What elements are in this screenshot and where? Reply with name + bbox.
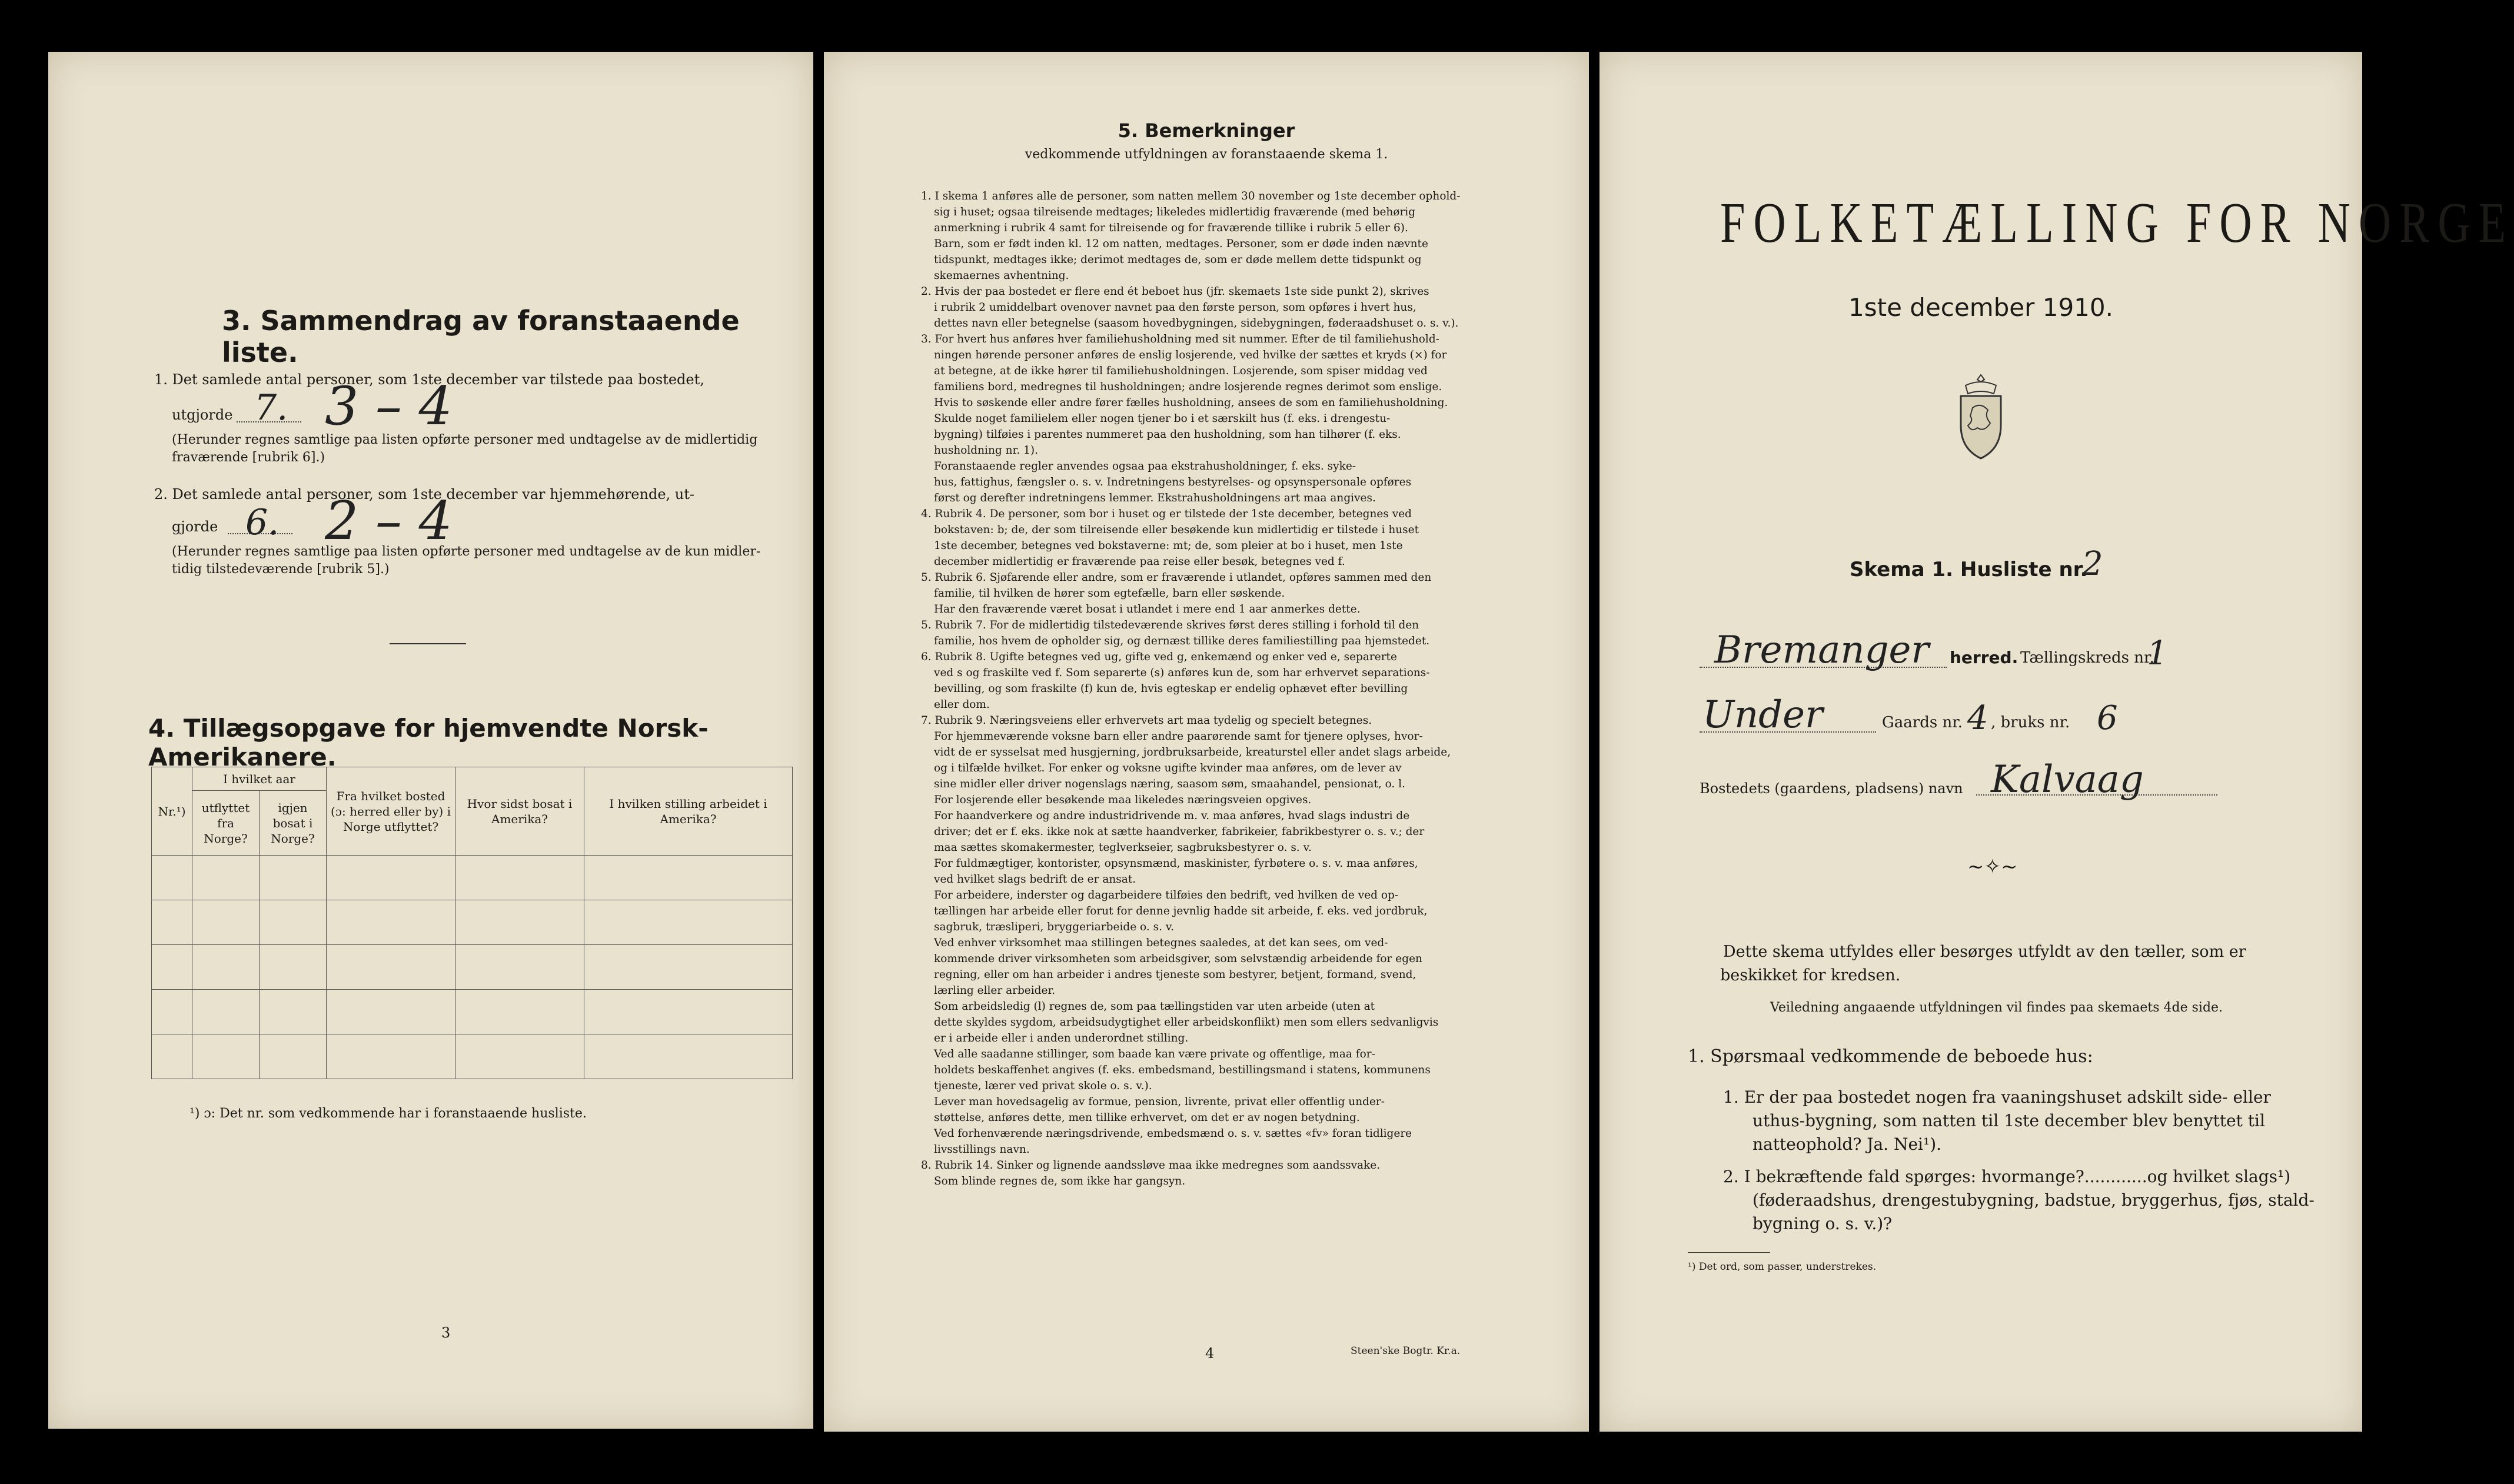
- table-row: [152, 1034, 793, 1079]
- item1-line2: utgjorde: [172, 407, 233, 423]
- bruks-label: , bruks nr.: [1991, 714, 2070, 731]
- remark-line: Lever man hovedsagelig av formue, pension, livrente, privat eller offentlig under-: [934, 1096, 1385, 1108]
- norsk-amerikanere-table: [151, 767, 793, 1079]
- remark-line: familie, til hvilken de hører som egtefælle, barn eller søskende.: [934, 587, 1285, 600]
- remark-line: sig i huset; ogsaa tilreisende medtages; likeledes midlertidig fraværende (med behørig: [934, 206, 1416, 218]
- col-igjen: igjen bosat i Norge?: [260, 791, 327, 856]
- skema-label: Skema 1. Husliste nr.: [1850, 558, 2088, 581]
- gaards-number: 4: [1967, 699, 1988, 737]
- husliste-number: 2: [2082, 545, 2103, 583]
- instruction-line3: Veiledning angaaende utfyldningen vil findes paa skemaets 4de side.: [1770, 1000, 2223, 1015]
- questions-title: 1. Spørsmaal vedkommende de beboede hus:: [1688, 1046, 2093, 1067]
- section-4-title: 4. Tillægsopgave for hjemvendte Norsk-Amerikanere.: [148, 714, 709, 771]
- remark-line: tidspunkt, medtages ikke; derimot medtages de, som er døde mellem dette tidspunkt og: [934, 254, 1422, 266]
- remark-line: For fuldmægtiger, kontorister, opsynsmænd, maskinister, fyrbøtere o. s. v. maa anføres,: [934, 857, 1418, 870]
- remark-line: 1ste december, betegnes ved bokstaverne: mt; de, som pleier at bo i huset, men 1ste: [934, 540, 1403, 552]
- page-middle: [824, 52, 1589, 1432]
- remark-line: For haandverkere og andre industridrivende m. v. maa anføres, hvad slags industri de: [934, 810, 1410, 822]
- remark-line: familiens bord, medregnes til husholdningen; andre losjerende regnes derimot som enslige.: [934, 381, 1442, 393]
- remark-line: tællingen har arbeide eller forut for denne jevnlig hadde sit arbeide, f. eks. ved jordbruk,: [934, 905, 1428, 917]
- remark-line: hus, fattighus, fængsler o. s. v. Indretningens bestyrelses- og opsynspersonale opføres: [934, 476, 1412, 488]
- coat-of-arms-icon: [1953, 372, 2009, 461]
- form-title: FOLKETÆLLING FOR NORGE: [1720, 191, 2514, 255]
- remark-line: Ved enhver virksomhet maa stillingen betegnes saaledes, at det kan sees, om ved-: [934, 937, 1388, 949]
- item1-note1: (Herunder regnes samtlige paa listen opførte personer med undtagelse av de midlertidig: [172, 432, 758, 447]
- remark-line: driver; det er f. eks. ikke nok at sætte haandverker, fabrikeier, fabrikbestyrer o. s. v.; der: [934, 826, 1425, 838]
- remarks-list: [921, 188, 1527, 1189]
- remark-line: 7. Rubrik 9. Næringsveiens eller erhvervets art maa tydelig og specielt betegnes.: [921, 714, 1372, 727]
- bosted-label: Bostedets (gaardens, pladsens) navn: [1700, 780, 1963, 797]
- remark-line: 5. Rubrik 7. For de midlertidig tilstedeværende skrives først deres stilling i forhold til den: [921, 619, 1419, 631]
- remark-line: For arbeidere, inderster og dagarbeidere tilføies den bedrift, ved hvilken de ved op-: [934, 889, 1399, 901]
- remark-line: sagbruk, træsliperi, bryggeriarbeide o. s. v.: [934, 921, 1174, 933]
- remark-line: For hjemmeværende voksne barn eller andre paarørende samt for tjenere oplyses, hvor-: [934, 730, 1423, 743]
- table-row: [152, 900, 793, 945]
- kreds-number: 1: [2147, 634, 2168, 673]
- remark-line: december midlertidig er fraværende paa reise eller besøk, betegnes ved f.: [934, 555, 1345, 568]
- item1-handwritten-range: 3 – 4: [325, 375, 453, 437]
- gaard-name: Under: [1702, 693, 1823, 737]
- remark-line: 1. I skema 1 anføres alle de personer, som natten mellem 30 november og 1ste december ophold-: [921, 190, 1461, 202]
- remark-line: 6. Rubrik 8. Ugifte betegnes ved ug, gifte ved g, enkemænd og enker ved e, separerte: [921, 651, 1397, 663]
- remark-line: 5. Rubrik 6. Sjøfarende eller andre, som er fraværende i utlandet, opføres sammen med den: [921, 571, 1432, 584]
- page-right: [1599, 52, 2514, 1432]
- remark-line: først og derefter indretningens lemmer. Ekstrahusholdningens art maa angives.: [934, 492, 1376, 504]
- herred-label: herred.: [1950, 648, 2018, 667]
- remark-line: Som arbeidsledig (l) regnes de, som paa tællingstiden var uten arbeide (uten at: [934, 1000, 1375, 1013]
- remark-line: i rubrik 2 umiddelbart ovenover navnet paa den første person, som opføres i hvert hus,: [934, 301, 1416, 314]
- instruction-line2: beskikket for kredsen.: [1720, 966, 1901, 984]
- remark-line: Hvis to søskende eller andre fører fælles husholdning, ansees de som en familiehusholdning.: [934, 397, 1448, 409]
- instruction-line1: Dette skema utfyldes eller besørges utfyldt av den tæller, som er: [1723, 943, 2246, 961]
- remark-line: at betegne, at de ikke hører til familiehusholdningen. Losjerende, som spiser middag ved: [934, 365, 1428, 377]
- item1-handwritten-count: 7.: [254, 387, 288, 428]
- remark-line: livsstillings navn.: [934, 1143, 1030, 1156]
- remark-line: regning, eller om han arbeider i andres tjeneste som bestyrer, betjent, formand, svend,: [934, 969, 1416, 981]
- remark-line: eller dom.: [934, 698, 990, 711]
- remark-line: skemaernes avhentning.: [934, 269, 1069, 282]
- remark-line: lærling eller arbeider.: [934, 984, 1056, 997]
- remark-line: 2. Hvis der paa bostedet er flere end ét beboet hus (jfr. skemaets 1ste side punkt 2), skrives: [921, 285, 1429, 298]
- remark-line: og i tilfælde hvilket. For enker og voksne ugifte kvinder maa anføres, om de lever av: [934, 762, 1402, 774]
- herred-name: Bremanger: [1714, 628, 1929, 672]
- remark-line: ved hvilket slags bedrift de er ansat.: [934, 873, 1136, 886]
- kreds-label: Tællingskreds nr.: [2020, 649, 2154, 667]
- remark-line: ningen hørende personer anføres de enslig losjerende, ved hvilke der sættes et kryds (×) for: [934, 349, 1447, 361]
- col-hvor: Hvor sidst bosat i Amerika?: [455, 767, 584, 856]
- remark-line: holdets beskaffenhet angives (f. eks. embedsmand, bestillingsmand i statens, kommunens: [934, 1064, 1431, 1076]
- remark-line: Har den fraværende været bosat i utlandet i mere end 1 aar anmerkes dette.: [934, 603, 1361, 615]
- remark-line: Som blinde regnes de, som ikke har gangsyn.: [934, 1175, 1186, 1187]
- remark-line: Skulde noget familielem eller nogen tjener bo i et særskilt hus (f. eks. i drengestu-: [934, 412, 1391, 425]
- remark-line: støttelse, anføres dette, men tillike erhvervet, om det er av nogen betydning.: [934, 1112, 1360, 1124]
- question1-line1: 1. Er der paa bostedet nogen fra vaaningshuset adskilt side- eller: [1723, 1087, 2271, 1107]
- item1-line1: 1. Det samlede antal personer, som 1ste december var tilstede paa bostedet,: [154, 371, 704, 388]
- remark-line: familie, hos hvem de opholder sig, og dernæst tillike deres familiestilling paa hjemstedet.: [934, 635, 1430, 647]
- bruks-number: 6: [2097, 699, 2118, 737]
- item2-handwritten-range: 2 – 4: [325, 490, 453, 552]
- right-footnote: ¹) Det ord, som passer, understrekes.: [1688, 1261, 1877, 1273]
- remark-line: Foranstaaende regler anvendes ogsaa paa ekstrahusholdninger, f. eks. syke-: [934, 460, 1356, 473]
- remark-line: Ved alle saadanne stillinger, som baade kan være private og offentlige, maa for-: [934, 1048, 1375, 1060]
- col-nr: Nr.¹): [152, 767, 192, 856]
- remark-line: anmerkning i rubrik 4 samt for tilreisende og for fraværende tillike i rubrik 5 eller 6).: [934, 222, 1408, 234]
- remark-line: maa sættes skomakermester, teglverkseier, sagbruksbestyrer o. s. v.: [934, 841, 1312, 854]
- remark-line: vidt de er sysselsat med husgjerning, jordbruksarbeide, kreaturstel eller andet slags arbeide,: [934, 746, 1451, 758]
- remark-line: ved s og fraskilte ved f. Som separerte (s) anføres kun de, som har erhvervet separations-: [934, 667, 1430, 679]
- remark-line: For losjerende eller besøkende maa likeledes næringsveien opgives.: [934, 794, 1312, 806]
- col-stilling: I hvilken stilling arbeidet i Amerika?: [584, 767, 793, 856]
- table-footnote: ¹) ɔ: Det nr. som vedkommende har i foranstaaende husliste.: [189, 1106, 587, 1121]
- remark-line: 4. Rubrik 4. De personer, som bor i huset og er tilstede der 1ste december, betegnes ved: [921, 508, 1412, 520]
- remark-line: kommende driver virksomheten som arbeidsgiver, som selvstændig arbeidende for egen: [934, 953, 1422, 965]
- item2-handwritten-count: 6.: [245, 502, 280, 543]
- page-number: 4: [1205, 1345, 1215, 1362]
- remark-line: dette skyldes sygdom, arbeidsudygtighet eller arbeidskonflikt) men som ellers sedvanligvis: [934, 1016, 1439, 1029]
- question1-line2: uthus-bygning, som natten til 1ste december blev benyttet til: [1753, 1111, 2265, 1130]
- question2-line3: bygning o. s. v.)?: [1753, 1214, 1893, 1233]
- item1-note2: fraværende [rubrik 6].): [172, 450, 325, 465]
- section-3-title: 3. Sammendrag av foranstaaende liste.: [222, 305, 740, 368]
- gaards-label: Gaards nr.: [1882, 714, 1963, 731]
- col-utflyttet: utflyttet fra Norge?: [192, 791, 260, 856]
- question2-line2: (føderaadshus, drengestubygning, badstue, bryggerhus, fjøs, stald-: [1753, 1190, 2315, 1210]
- remark-line: bokstaven: b; de, der som tilreisende eller besøkende kun midlertidig er tilstede i huset: [934, 524, 1419, 536]
- remark-line: Barn, som er født inden kl. 12 om natten, medtages. Personer, som er døde inden nævnte: [934, 238, 1428, 250]
- bosted-name: Kalvaag: [1991, 758, 2144, 801]
- remark-line: husholdning nr. 1).: [934, 444, 1038, 457]
- table-row: [152, 945, 793, 990]
- item2-line2: gjorde: [172, 518, 218, 535]
- question2-line1: 2. I bekræftende fald spørges: hvormange?............og hvilket slags¹): [1723, 1167, 2291, 1186]
- remark-line: 8. Rubrik 14. Sinker og lignende aandssløve maa ikke medregnes som aandssvake.: [921, 1159, 1381, 1172]
- printer-mark: Steen'ske Bogtr. Kr.a.: [1351, 1345, 1461, 1357]
- remark-line: tjeneste, lærer ved privat skole o. s. v.).: [934, 1080, 1152, 1092]
- remark-line: Ved forhenværende næringsdrivende, embedsmænd o. s. v. sættes «fv» foran tidligere: [934, 1127, 1412, 1140]
- item2-note2: tidig tilstedeværende [rubrik 5].): [172, 562, 390, 577]
- remark-line: sine midler eller driver nogenslags næring, saasom søm, smaahandel, pensionat, o. l.: [934, 778, 1405, 790]
- remark-line: 3. For hvert hus anføres hver familiehusholdning med sit nummer. Efter de til familiehushold-: [921, 333, 1439, 345]
- item2-note1: (Herunder regnes samtlige paa listen opførte personer med undtagelse av de kun midler-: [172, 544, 761, 559]
- remark-line: er i arbeide eller i anden underordnet stilling.: [934, 1032, 1189, 1044]
- remarks-subtitle: vedkommende utfyldningen av foranstaaende skema 1.: [1025, 147, 1388, 162]
- item2-line1: 2. Det samlede antal personer, som 1ste december var hjemmehørende, ut-: [154, 486, 694, 503]
- table-row: [152, 990, 793, 1034]
- remark-line: dettes navn eller betegnelse (saasom hovedbygningen, sidebygningen, føderaadshuset o. s. v.).: [934, 317, 1459, 330]
- separator: [390, 643, 466, 644]
- form-date: 1ste december 1910.: [1848, 293, 2113, 322]
- remark-line: bygning) tilføies i parentes nummeret paa den husholdning, som han tilhører (f. eks.: [934, 428, 1401, 441]
- col-fra: Fra hvilket bosted (ɔ: herred eller by) i Norge utflyttet?: [327, 767, 455, 856]
- page-left: [48, 52, 813, 1429]
- remark-line: bevilling, og som fraskilte (f) kun de, hvis egteskap er endelig ophævet efter bevilling: [934, 683, 1408, 695]
- col-group-year: I hvilket aar: [192, 767, 327, 791]
- table-row: [152, 856, 793, 900]
- ornament-icon: ~✧~: [1967, 855, 2018, 879]
- page-number: 3: [441, 1325, 451, 1341]
- question1-line3: natteophold? Ja. Nei¹).: [1753, 1134, 1942, 1154]
- remarks-title: 5. Bemerkninger: [1118, 119, 1295, 142]
